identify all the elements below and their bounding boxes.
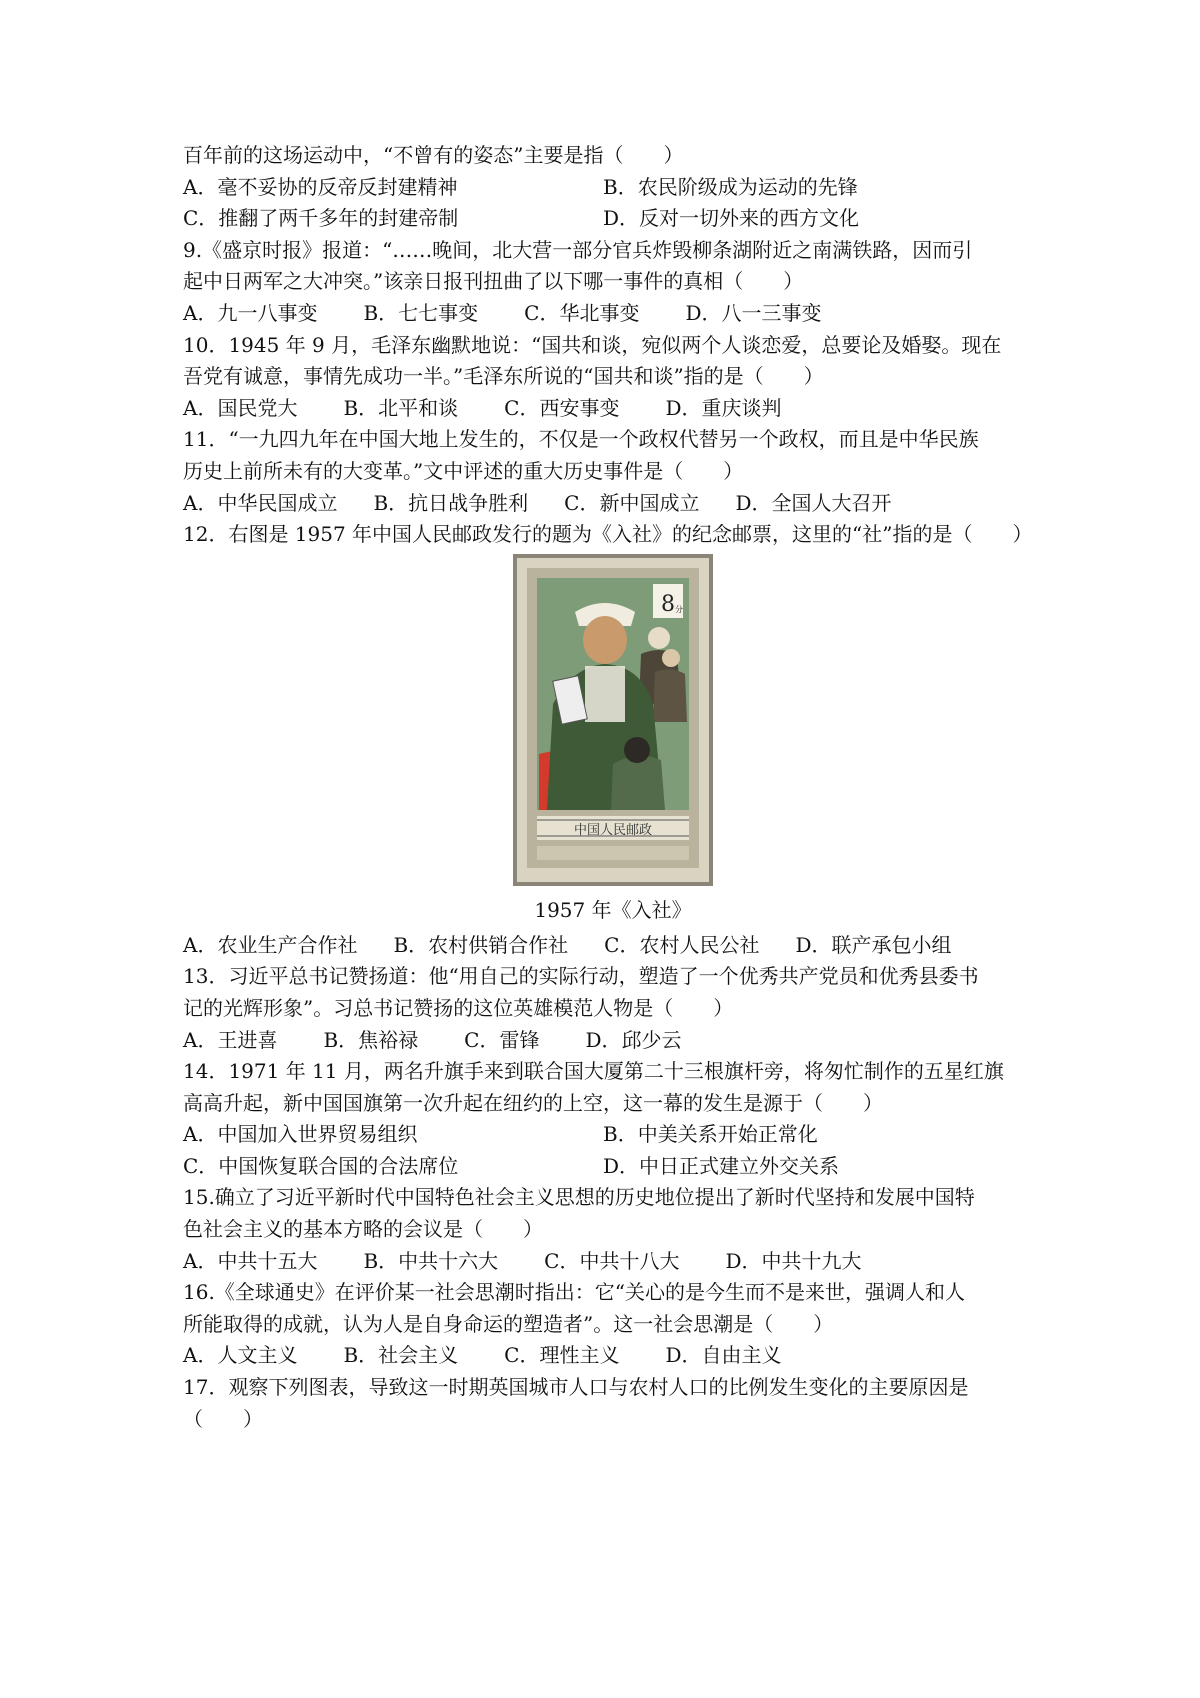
stamp-image	[513, 554, 713, 886]
q11-stem-line2: 历史上前所未有的大变革。”文中评述的重大历史事件是（ ）	[183, 458, 744, 483]
q8-option-b[interactable]: B．农民阶级成为运动的先锋	[603, 174, 858, 199]
q9-option-d[interactable]: D．八一三事变	[685, 300, 822, 325]
q16-options	[183, 1340, 1043, 1372]
q13-options	[183, 1025, 1043, 1057]
q9-option-a[interactable]: A．九一八事变	[183, 300, 318, 325]
q14-stem-line2: 高高升起，新中国国旗第一次升起在纽约的上空，这一幕的发生是源于（ ）	[183, 1090, 883, 1115]
q15-stem-line2: 色社会主义的基本方略的会议是（ ）	[183, 1217, 543, 1242]
q9-option-b[interactable]: B．七七事变	[363, 300, 479, 325]
q15-options	[183, 1246, 1043, 1278]
q14-options	[183, 1119, 1043, 1182]
q13-option-b[interactable]: B．焦裕禄	[323, 1027, 419, 1052]
q15-option-a[interactable]: A．中共十五大	[183, 1248, 318, 1273]
q9-option-c[interactable]: C．华北事变	[524, 300, 640, 325]
q8-options	[183, 172, 1043, 235]
q9-stem-line1: 9.《盛京时报》报道：“……晚间，北大营一部分官兵炸毁柳条湖附近之南满铁路，因而引	[183, 237, 973, 262]
q11-options	[183, 488, 1043, 520]
q11-option-c[interactable]: C．新中国成立	[564, 490, 700, 515]
q13-option-c[interactable]: C．雷锋	[464, 1027, 540, 1052]
q15-stem-line1: 15.确立了习近平新时代中国特色社会主义思想的历史地位提出了新时代坚持和发展中国特	[183, 1185, 975, 1210]
q14-option-b[interactable]: B．中美关系开始正常化	[603, 1122, 818, 1147]
q10-option-c[interactable]: C．西安事变	[504, 395, 620, 420]
q13-option-d[interactable]: D．邱少云	[585, 1027, 682, 1052]
q10-options	[183, 393, 1043, 425]
q15-option-d[interactable]: D．中共十九大	[725, 1248, 862, 1273]
q15-option-b[interactable]: B．中共十六大	[363, 1248, 499, 1273]
q11-stem-line1: 11．“一九四九年在中国大地上发生的，不仅是一个政权代替另一个政权，而且是中华民族	[183, 427, 979, 452]
q14-option-c[interactable]: C．中国恢复联合国的合法席位	[183, 1153, 459, 1178]
q14-stem-line1: 14．1971 年 11 月，两名升旗手来到联合国大厦第二十三根旗杆旁，将匆忙制作的五星红旗	[183, 1059, 1004, 1084]
q15-option-c[interactable]: C．中共十八大	[544, 1248, 680, 1273]
q10-stem-line2: 吾党有诚意，事情先成功一半。”毛泽东所说的“国共和谈”指的是（ ）	[183, 364, 824, 389]
q8-option-d[interactable]: D．反对一切外来的西方文化	[603, 206, 860, 231]
q13-option-a[interactable]: A．王进喜	[183, 1027, 278, 1052]
q9-options	[183, 298, 1043, 330]
q12-caption: 1957 年《入社》	[534, 897, 692, 922]
q12-option-c[interactable]: C．农村人民公社	[604, 932, 760, 957]
stamp-issuer: 中国人民邮政	[573, 822, 653, 838]
q17-stem-line1: 17．观察下列图表，导致这一时期英国城市人口与农村人口的比例发生变化的主要原因是	[183, 1375, 969, 1400]
q8-option-c[interactable]: C．推翻了两千多年的封建帝制	[183, 206, 459, 231]
q13-stem-line1: 13．习近平总书记赞扬道：他“用自己的实际行动，塑造了一个优秀共产党员和优秀县委书	[183, 964, 979, 989]
q13-stem-line2: 记的光辉形象”。习总书记赞扬的这位英雄模范人物是（ ）	[183, 995, 734, 1020]
stamp-denomination: 8	[661, 591, 675, 617]
q14-option-a[interactable]: A．中国加入世界贸易组织	[183, 1122, 418, 1147]
q10-option-b[interactable]: B．北平和谈	[343, 395, 459, 420]
q12-stem: 12．右图是 1957 年中国人民邮政发行的题为《入社》的纪念邮票，这里的“社”指的是（ ）	[183, 522, 1033, 547]
exam-page	[183, 140, 1043, 1435]
q10-stem-line1: 10．1945 年 9 月，毛泽东幽默地说：“国共和谈，宛似两个人谈恋爱，总要论及婚娶。现在	[183, 332, 1002, 357]
q8-stem: 百年前的这场运动中，“不曾有的姿态”主要是指（ ）	[183, 143, 684, 167]
q8-option-a[interactable]: A．毫不妥协的反帝反封建精神	[183, 174, 458, 199]
q14-option-d[interactable]: D．中日正式建立外交关系	[603, 1153, 840, 1178]
q10-option-d[interactable]: D．重庆谈判	[665, 395, 782, 420]
q11-option-a[interactable]: A．中华民国成立	[183, 490, 338, 515]
q10-option-a[interactable]: A．国民党大	[183, 395, 298, 420]
q16-option-c[interactable]: C．理性主义	[504, 1343, 620, 1368]
q16-option-d[interactable]: D．自由主义	[665, 1343, 782, 1368]
q16-stem-line2: 所能取得的成就，认为人是自身命运的塑造者”。这一社会思潮是（ ）	[183, 1311, 834, 1336]
q12-option-d[interactable]: D．联产承包小组	[795, 932, 952, 957]
q11-option-b[interactable]: B．抗日战争胜利	[373, 490, 529, 515]
q12-options	[183, 930, 1043, 962]
svg-text:分: 分	[675, 604, 683, 614]
q9-stem-line2: 起中日两军之大冲突。”该亲日报刊扭曲了以下哪一事件的真相（ ）	[183, 269, 804, 294]
q17-stem-line2: （ ）	[183, 1406, 263, 1431]
q12-figure	[183, 554, 1043, 890]
q12-option-b[interactable]: B．农村供销合作社	[393, 932, 569, 957]
q11-option-d[interactable]: D．全国人大召开	[735, 490, 892, 515]
q12-option-a[interactable]: A．农业生产合作社	[183, 932, 358, 957]
q16-option-a[interactable]: A．人文主义	[183, 1343, 298, 1368]
q16-option-b[interactable]: B．社会主义	[343, 1343, 459, 1368]
q16-stem-line1: 16.《全球通史》在评价某一社会思潮时指出：它“关心的是今生而不是来世，强调人和人	[183, 1280, 966, 1305]
